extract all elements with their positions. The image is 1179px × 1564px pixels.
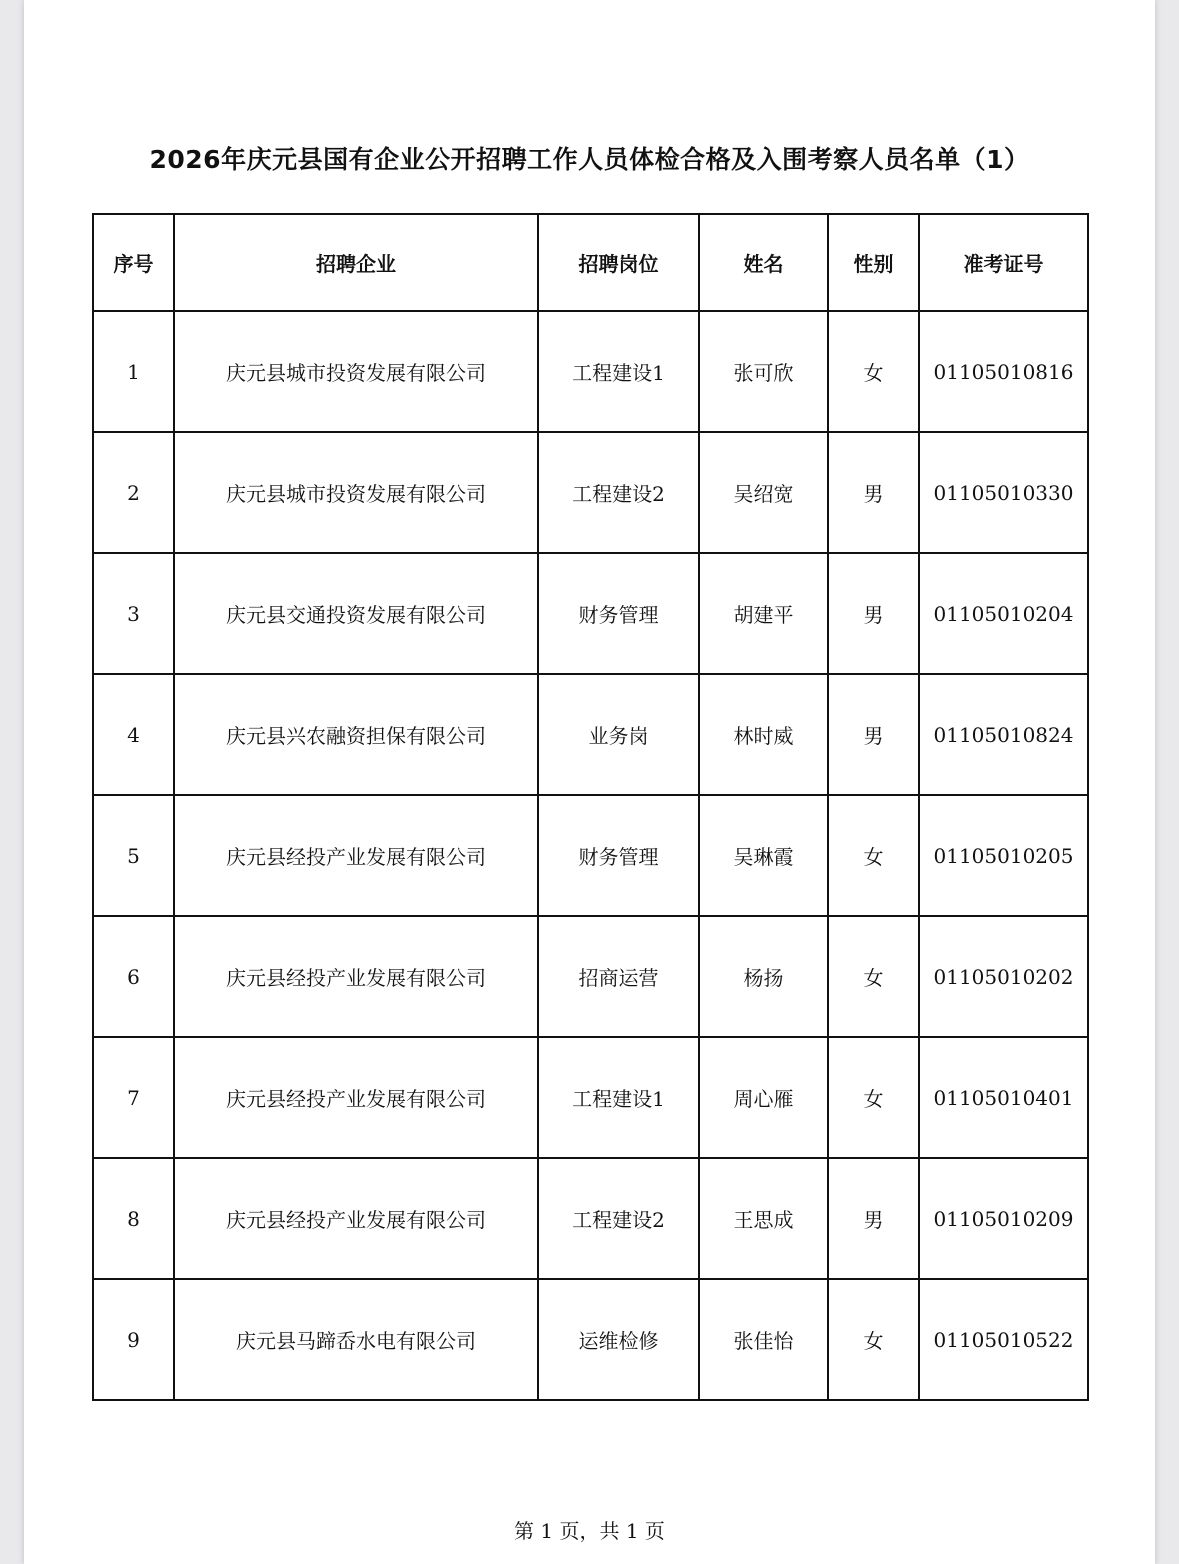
cell-seq: 9	[93, 1279, 174, 1400]
candidate-table	[92, 213, 1089, 1401]
cell-name: 张佳怡	[699, 1279, 828, 1400]
cell-company: 庆元县城市投资发展有限公司	[174, 432, 538, 553]
table-row	[93, 553, 1088, 674]
table-row	[93, 432, 1088, 553]
cell-name: 周心雁	[699, 1037, 828, 1158]
cell-seq: 2	[93, 432, 174, 553]
cell-exam-id: 01105010522	[919, 1279, 1088, 1400]
header-seq: 序号	[93, 214, 174, 311]
cell-position: 工程建设2	[538, 432, 699, 553]
cell-exam-id: 01105010816	[919, 311, 1088, 432]
cell-gender: 男	[828, 1158, 919, 1279]
cell-seq: 3	[93, 553, 174, 674]
cell-position: 工程建设2	[538, 1158, 699, 1279]
cell-name: 杨扬	[699, 916, 828, 1037]
header-gender: 性别	[828, 214, 919, 311]
header-position: 招聘岗位	[538, 214, 699, 311]
cell-name: 王思成	[699, 1158, 828, 1279]
cell-exam-id: 01105010204	[919, 553, 1088, 674]
cell-gender: 女	[828, 916, 919, 1037]
cell-gender: 男	[828, 432, 919, 553]
cell-company: 庆元县交通投资发展有限公司	[174, 553, 538, 674]
cell-name: 林时威	[699, 674, 828, 795]
cell-exam-id: 01105010202	[919, 916, 1088, 1037]
cell-name: 张可欣	[699, 311, 828, 432]
cell-gender: 男	[828, 553, 919, 674]
table-row	[93, 1037, 1088, 1158]
cell-position: 业务岗	[538, 674, 699, 795]
cell-position: 财务管理	[538, 553, 699, 674]
table-row	[93, 311, 1088, 432]
cell-seq: 8	[93, 1158, 174, 1279]
table-row	[93, 795, 1088, 916]
cell-company: 庆元县兴农融资担保有限公司	[174, 674, 538, 795]
cell-position: 工程建设1	[538, 311, 699, 432]
cell-position: 工程建设1	[538, 1037, 699, 1158]
cell-exam-id: 01105010330	[919, 432, 1088, 553]
cell-gender: 女	[828, 795, 919, 916]
cell-gender: 女	[828, 311, 919, 432]
table-row	[93, 1279, 1088, 1400]
table-row	[93, 916, 1088, 1037]
cell-exam-id: 01105010209	[919, 1158, 1088, 1279]
cell-company: 庆元县经投产业发展有限公司	[174, 1158, 538, 1279]
cell-company: 庆元县城市投资发展有限公司	[174, 311, 538, 432]
cell-exam-id: 01105010401	[919, 1037, 1088, 1158]
cell-seq: 1	[93, 311, 174, 432]
cell-exam-id: 01105010205	[919, 795, 1088, 916]
document-title: 2026年庆元县国有企业公开招聘工作人员体检合格及入围考察人员名单（1）	[149, 145, 1030, 174]
document-page	[24, 0, 1155, 1564]
cell-company: 庆元县马蹄岙水电有限公司	[174, 1279, 538, 1400]
page-footer: 第 1 页，共 1 页	[514, 1519, 665, 1543]
header-exam-id: 准考证号	[919, 214, 1088, 311]
cell-position: 运维检修	[538, 1279, 699, 1400]
cell-company: 庆元县经投产业发展有限公司	[174, 795, 538, 916]
cell-seq: 4	[93, 674, 174, 795]
cell-gender: 男	[828, 674, 919, 795]
cell-name: 胡建平	[699, 553, 828, 674]
cell-name: 吴琳霞	[699, 795, 828, 916]
table-header-row	[93, 214, 1088, 311]
table-row	[93, 1158, 1088, 1279]
cell-gender: 女	[828, 1279, 919, 1400]
cell-gender: 女	[828, 1037, 919, 1158]
header-name: 姓名	[699, 214, 828, 311]
cell-position: 财务管理	[538, 795, 699, 916]
table-row	[93, 674, 1088, 795]
cell-seq: 7	[93, 1037, 174, 1158]
cell-name: 吴绍宽	[699, 432, 828, 553]
cell-seq: 6	[93, 916, 174, 1037]
cell-seq: 5	[93, 795, 174, 916]
cell-company: 庆元县经投产业发展有限公司	[174, 916, 538, 1037]
cell-position: 招商运营	[538, 916, 699, 1037]
header-company: 招聘企业	[174, 214, 538, 311]
cell-exam-id: 01105010824	[919, 674, 1088, 795]
cell-company: 庆元县经投产业发展有限公司	[174, 1037, 538, 1158]
